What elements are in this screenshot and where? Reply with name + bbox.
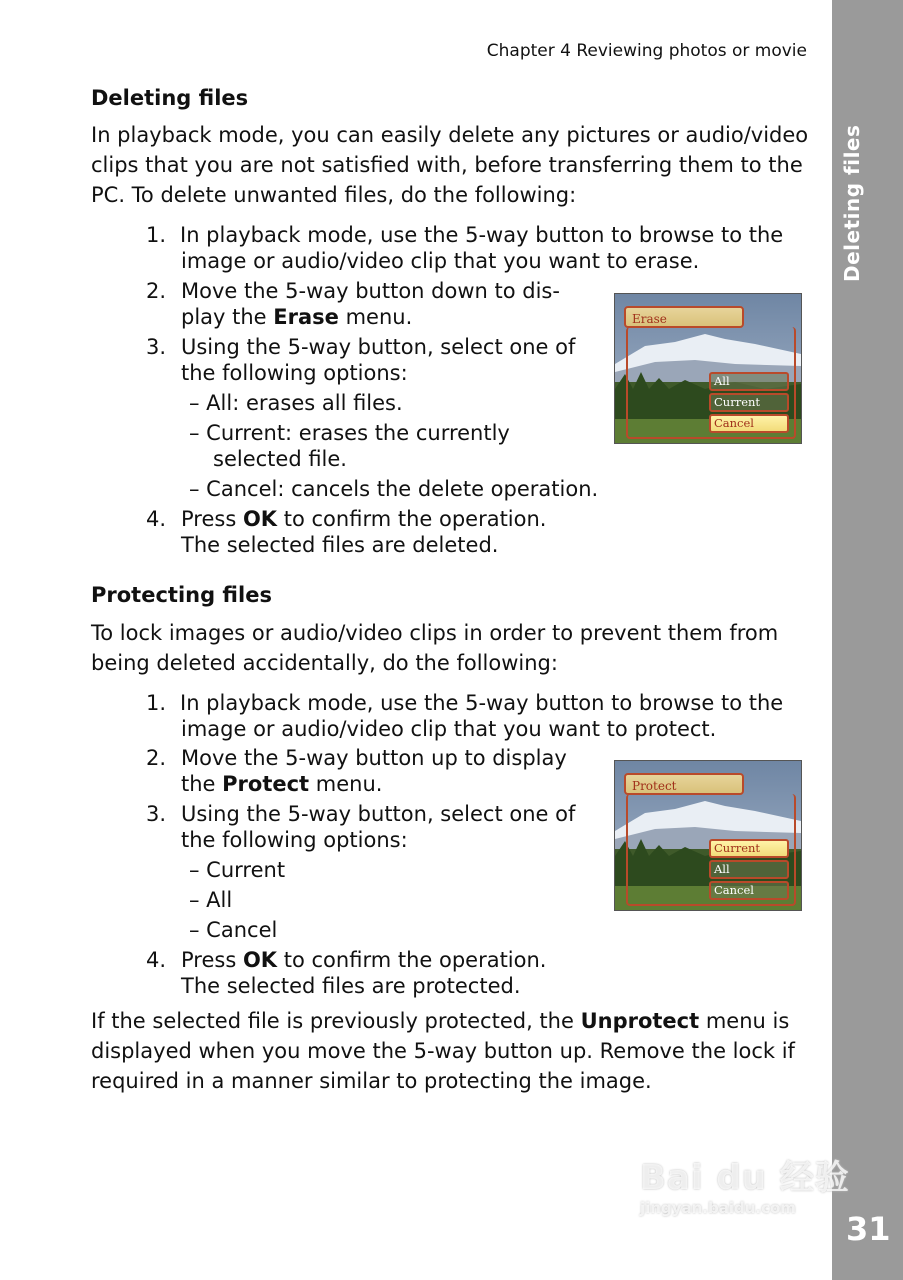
deleting-intro: In playback mode, you can easily delete any pictures or audio/video clips that you are not satisfied with, before transferring them to the PC. To delete unwanted files, do the following: (91, 123, 809, 207)
step-text: the following options: (181, 828, 408, 852)
step-text: image or audio/video clip that you want to protect. (181, 717, 717, 741)
option-text: – All (189, 888, 233, 912)
menu-option: All (709, 860, 789, 879)
section-title-deleting: Deleting files (91, 86, 249, 110)
step-text: Move the 5-way button up to display (181, 746, 567, 770)
menu-title: Erase (624, 306, 744, 328)
step-text: Using the 5-way button, select one of (181, 335, 576, 359)
menu-option-selected: Cancel (709, 414, 789, 433)
option-text: – All: erases all files. (189, 391, 403, 415)
step-text: The selected files are protected. (181, 974, 521, 998)
option-text: – Current: erases the currently (189, 421, 510, 445)
watermark: Bai du 经验 jingyan.baidu.com (640, 1158, 850, 1217)
option-text: – Current (189, 858, 286, 882)
menu-option: All (709, 372, 789, 391)
section-title-protecting: Protecting files (91, 583, 272, 607)
option-text: – Cancel (189, 918, 278, 942)
menu-option-selected: Current (709, 839, 789, 858)
step-text: In playback mode, use the 5-way button to browse to the (180, 223, 784, 247)
step-text: the following options: (181, 361, 408, 385)
step-number: 3. (146, 802, 167, 826)
step-number: 1. (146, 691, 167, 715)
step-number: 3. (146, 335, 167, 359)
protecting-intro: To lock images or audio/video clips in order to prevent them from being deleted accidentally, do the following: (91, 621, 779, 675)
unprotect-note: If the selected file is previously protected, the Unprotect menu is displayed when you move the 5-way button up. Remove the lock if required in a manner similar to protecting the image. (91, 1009, 795, 1093)
step-number: 2. (146, 279, 167, 303)
step-text: Move the 5-way button down to dis- (181, 279, 560, 303)
option-text: – Cancel: cancels the delete operation. (189, 477, 599, 501)
erase-menu-screenshot (614, 293, 802, 444)
side-tab-title: Deleting files (840, 124, 864, 282)
menu-title: Protect (624, 773, 744, 795)
step-text: the Protect menu. (181, 772, 383, 796)
step-number: 4. (146, 507, 167, 531)
step-text: In playback mode, use the 5-way button to browse to the (180, 691, 784, 715)
step-text: Press OK to confirm the operation. (181, 507, 547, 531)
step-text: image or audio/video clip that you want to erase. (181, 249, 700, 273)
step-text: play the Erase menu. (181, 305, 413, 329)
menu-option: Current (709, 393, 789, 412)
step-number: 4. (146, 948, 167, 972)
running-header: Chapter 4 Reviewing photos or movie (486, 41, 807, 61)
step-text: The selected files are deleted. (181, 533, 499, 557)
step-text: Using the 5-way button, select one of (181, 802, 576, 826)
menu-option: Cancel (709, 881, 789, 900)
option-text: selected file. (213, 447, 347, 471)
step-text: Press OK to confirm the operation. (181, 948, 547, 972)
page-number: 31 (846, 1210, 891, 1248)
step-number: 1. (146, 223, 167, 247)
step-number: 2. (146, 746, 167, 770)
protect-menu-screenshot (614, 760, 802, 911)
